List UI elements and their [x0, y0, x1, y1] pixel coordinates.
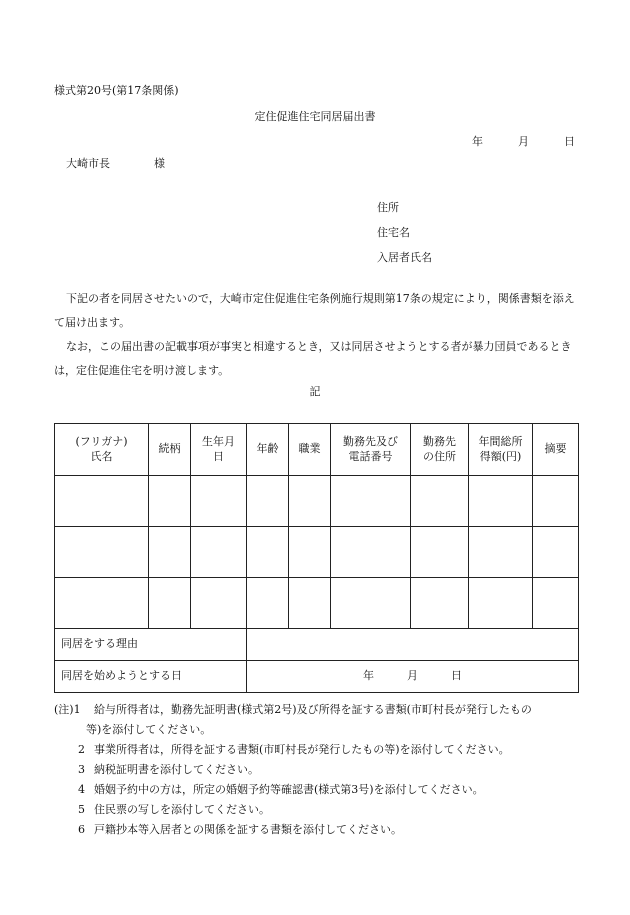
reason-row — [55, 629, 579, 661]
cell-workplace-phone[interactable] — [331, 527, 411, 578]
resident-name-label: 入居者氏名 — [377, 251, 432, 264]
ki-heading: 記 — [309, 385, 321, 398]
cell-workplace-phone[interactable] — [331, 476, 411, 527]
note-text: 給与所得者は，勤務先証明書(様式第2号)及び所得を証する書類(市町村長が発行したもの — [94, 703, 532, 716]
cell-workplace-address[interactable] — [411, 476, 469, 527]
table-row — [55, 476, 579, 527]
note-text-continued: 等)を添付してください。 — [86, 723, 212, 736]
reason-field[interactable] — [247, 629, 579, 661]
cell-birthdate[interactable] — [191, 527, 247, 578]
cell-age[interactable] — [247, 527, 289, 578]
date-year: 年 — [472, 135, 483, 148]
header-age: 年齢 — [247, 424, 289, 476]
start-date-year: 年 — [363, 669, 374, 683]
date-day: 日 — [564, 135, 575, 148]
body-paragraph-2: なお，この届出書の記載事項が事実と相違するとき，又は同居させようとする者が暴力団員であるときは，定住促進住宅を明け渡します。 — [54, 340, 572, 377]
header-workplace-phone: 勤務先及び 電話番号 — [331, 424, 411, 476]
date-month: 月 — [518, 135, 529, 148]
addressee — [66, 157, 165, 171]
cell-workplace-phone[interactable] — [331, 578, 411, 629]
submission-date — [472, 135, 575, 149]
cell-age[interactable] — [247, 578, 289, 629]
note-text: 事業所得者は，所得を証する書類(市町村長が発行したもの等)を添付してください。 — [94, 743, 510, 756]
cell-occupation[interactable] — [289, 527, 331, 578]
note-item: 2 事業所得者は，所得を証する書類(市町村長が発行したもの等)を添付してください。 — [78, 743, 510, 756]
cell-name[interactable] — [55, 578, 149, 629]
cell-remarks[interactable] — [533, 476, 579, 527]
header-remarks: 摘要 — [533, 424, 579, 476]
note-text: 納税証明書を添付してください。 — [94, 763, 259, 776]
reason-label: 同居をする理由 — [55, 629, 247, 661]
cell-relationship[interactable] — [149, 578, 191, 629]
form-number: 様式第20号(第17条関係) — [54, 84, 179, 97]
cell-relationship[interactable] — [149, 476, 191, 527]
cell-birthdate[interactable] — [191, 578, 247, 629]
header-relationship: 続柄 — [149, 424, 191, 476]
start-date-month: 月 — [407, 669, 418, 683]
cell-remarks[interactable] — [533, 527, 579, 578]
header-birthdate: 生年月 日 — [191, 424, 247, 476]
header-annual-income: 年間総所 得額(円) — [469, 424, 533, 476]
cell-annual-income[interactable] — [469, 578, 533, 629]
cell-remarks[interactable] — [533, 578, 579, 629]
body-paragraph-1: 下記の者を同居させたいので，大崎市定住促進住宅条例施行規則第17条の規定により，関係書類を添えて届け出ます。 — [54, 292, 575, 329]
header-name: (フリガナ) 氏名 — [55, 424, 149, 476]
cell-relationship[interactable] — [149, 527, 191, 578]
cell-annual-income[interactable] — [469, 476, 533, 527]
note-text: 婚姻予約中の方は，所定の婚姻予約等確認書(様式第3号)を添付してください。 — [94, 783, 484, 796]
note-item: (注)1 給与所得者は，勤務先証明書(様式第2号)及び所得を証する書類(市町村長が発行したもの 等)を添付してください。 — [54, 700, 594, 740]
cell-birthdate[interactable] — [191, 476, 247, 527]
table-row — [55, 578, 579, 629]
note-item: 6 戸籍抄本等入居者との関係を証する書類を添付してください。 — [78, 823, 402, 836]
note-item: 5 住民票の写しを添付してください。 — [78, 803, 270, 816]
body-text — [54, 287, 582, 383]
notes-section — [54, 700, 594, 840]
note-text: 住民票の写しを添付してください。 — [94, 803, 270, 816]
document-title: 定住促進住宅同居届出書 — [254, 110, 376, 123]
cell-workplace-address[interactable] — [411, 527, 469, 578]
header-occupation: 職業 — [289, 424, 331, 476]
cell-name[interactable] — [55, 527, 149, 578]
note-item: 4 婚姻予約中の方は，所定の婚姻予約等確認書(様式第3号)を添付してください。 — [78, 783, 484, 796]
start-date-row — [55, 661, 579, 693]
start-date-label: 同居を始めようとする日 — [55, 661, 247, 693]
cell-annual-income[interactable] — [469, 527, 533, 578]
start-date-field[interactable] — [247, 661, 579, 693]
housing-label: 住宅名 — [377, 226, 410, 239]
start-date-day: 日 — [451, 669, 462, 683]
cell-age[interactable] — [247, 476, 289, 527]
addressee-name: 大崎市長 — [66, 157, 110, 170]
addressee-honorific: 様 — [154, 157, 165, 170]
address-label: 住所 — [377, 201, 399, 214]
table-header-row — [55, 424, 579, 476]
note-text: 戸籍抄本等入居者との関係を証する書類を添付してください。 — [94, 823, 402, 836]
table-row — [55, 527, 579, 578]
cell-workplace-address[interactable] — [411, 578, 469, 629]
cohabitant-table — [54, 423, 579, 693]
cell-occupation[interactable] — [289, 578, 331, 629]
notes-prefix: (注) — [54, 703, 74, 716]
note-item: 3 納税証明書を添付してください。 — [78, 763, 259, 776]
header-workplace-address: 勤務先 の住所 — [411, 424, 469, 476]
applicant-block — [377, 201, 432, 276]
cell-name[interactable] — [55, 476, 149, 527]
cell-occupation[interactable] — [289, 476, 331, 527]
